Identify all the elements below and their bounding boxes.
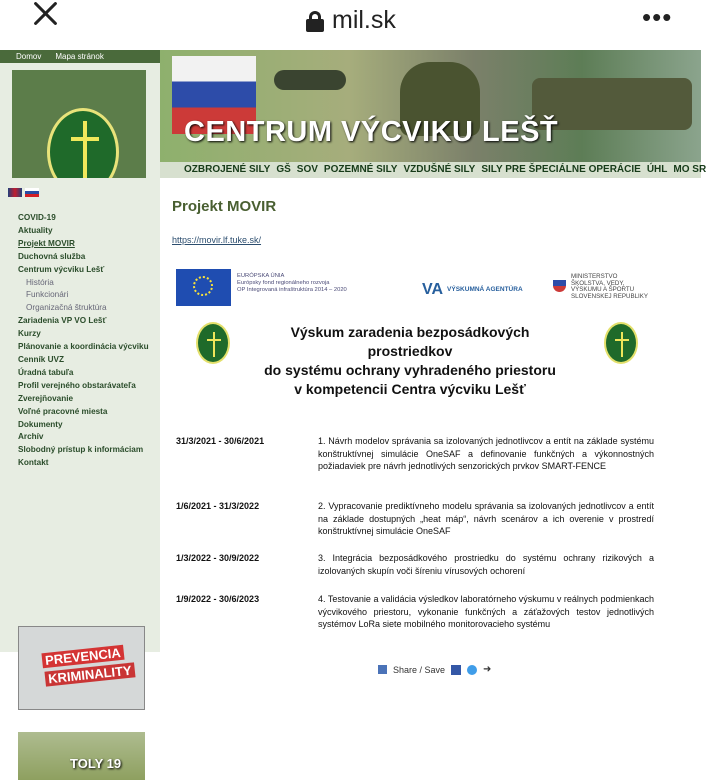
- schedule-text: 3. Integrácia bezposádkového prostriedku do systému ochrany rizikových a izolovaných skupín voči šíreniu vírusových ochorení: [318, 553, 654, 576]
- nav-gs[interactable]: GŠ: [276, 164, 291, 175]
- share-bar[interactable]: [378, 664, 491, 675]
- schedule-date: 1/6/2021 - 31/3/2022: [176, 501, 260, 511]
- funding-logos: [176, 269, 656, 313]
- lock-icon: [306, 11, 324, 31]
- home-link[interactable]: Domov: [16, 52, 42, 61]
- twitter-icon[interactable]: [467, 665, 477, 675]
- crime-prevention-banner[interactable]: [18, 626, 145, 710]
- toly-banner[interactable]: [18, 732, 145, 780]
- facebook-icon[interactable]: [451, 665, 461, 675]
- left-emblem-icon: [196, 322, 230, 364]
- share-label: Share / Save: [393, 664, 446, 675]
- page-title: Projekt MOVIR: [172, 198, 277, 215]
- english-flag-icon[interactable]: [8, 188, 22, 197]
- slovak-coat-of-arms-icon: [553, 274, 566, 292]
- promo-word-1: PREVENCIA: [41, 645, 124, 668]
- eu-flag-icon: [176, 269, 231, 306]
- sidebar-item-contact[interactable]: Kontakt: [18, 458, 49, 468]
- sidebar-item-official-board[interactable]: Úradná tabuľa: [18, 367, 74, 377]
- sidebar-item-publication[interactable]: Zverejňovanie: [18, 393, 74, 403]
- sidebar-menu: [18, 212, 149, 470]
- main-navigation: [160, 162, 706, 178]
- language-switcher: [8, 188, 39, 197]
- schedule-date: 1/9/2022 - 30/6/2023: [176, 594, 260, 604]
- sidebar-item-procurement[interactable]: Profil verejného obstarávateľa: [18, 380, 136, 390]
- sidebar-subitem-history[interactable]: História: [26, 277, 54, 287]
- more-icon[interactable]: •••: [642, 2, 673, 32]
- project-link[interactable]: https://movir.lf.tuke.sk/: [172, 235, 262, 245]
- schedule-text: 1. Návrh modelov správania sa izolovaných jednotlivcov a entít na základe systému konštruktívnej simulácie OneSAF a definovanie funkčných a výkonnostných požiadaviek pre návrh jednotlivých senzorických prvkov SMART-FENCE: [318, 436, 654, 472]
- sidebar-item-chaplaincy[interactable]: Duchovná služba: [18, 251, 86, 261]
- schedule-text: 4. Testovanie a validácia výsledkov laboratórneho výskumu v reálnych podmienkach výcvikového priestoru, vykonanie funkčných a záťažových testov jednotlivých systémov LoRa siete mobilného monitorovacieho systému: [318, 594, 654, 630]
- right-emblem-icon: [604, 322, 638, 364]
- schedule-text: 2. Vypracovanie prediktívneho modelu správania sa izolovaných jednotlivcov a entít na základe dostupných „heat máp“, návrh scenárov a ich overenie v prostredí konštruktívnej simulácie OneSAF: [318, 501, 654, 537]
- ministry-text: MINISTERSTVO ŠKOLSTVA, VEDY, VÝSKUMU A ŠPORTU SLOVENSKEJ REPUBLIKY: [571, 273, 649, 301]
- nav-air-forces[interactable]: VZDUŠNÉ SILY: [403, 164, 476, 175]
- sidebar-item-free-access[interactable]: Slobodný prístup k informáciam: [18, 445, 144, 455]
- sidebar: [0, 178, 160, 771]
- agency-mark: VA: [422, 281, 444, 298]
- sidebar-subitem-officials[interactable]: Funkcionári: [26, 290, 69, 300]
- browser-top-bar: [0, 0, 701, 50]
- helicopter-image: [274, 70, 346, 90]
- site-banner-title: CENTRUM VÝCVIKU LEŠŤ: [184, 116, 559, 148]
- sidebar-item-planning[interactable]: Plánovanie a koordinácia výcviku: [18, 342, 149, 352]
- slovak-flag-icon[interactable]: [25, 188, 39, 197]
- sidebar-item-movir[interactable]: Projekt MOVIR: [18, 238, 75, 248]
- sidebar-item-pricing[interactable]: Cenník UVZ: [18, 354, 64, 364]
- eu-text: EURÓPSKA ÚNIA Európsky fond regionálneho rozvoja OP Integrovaná infraštruktúra 2014 – 2020: [237, 273, 347, 293]
- sidebar-item-training-centre[interactable]: Centrum výcviku Lešť: [18, 264, 105, 274]
- url-text: mil.sk: [332, 6, 396, 34]
- header-banner: [160, 50, 701, 162]
- sidebar-item-archive[interactable]: Archív: [18, 432, 44, 442]
- sidebar-subitem-structure[interactable]: Organizačná štruktúra: [26, 303, 107, 313]
- top-links: [0, 50, 160, 63]
- nav-sov[interactable]: SOV: [296, 164, 318, 175]
- main-content: [170, 178, 690, 675]
- sitemap-link[interactable]: Mapa stránok: [55, 52, 104, 61]
- sidebar-item-covid[interactable]: COVID-19: [18, 213, 56, 222]
- nav-armed-forces[interactable]: OZBROJENÉ SILY: [184, 164, 271, 175]
- forward-icon[interactable]: ➜: [483, 664, 492, 675]
- sidebar-item-facilities[interactable]: Zariadenia VP VO Lešť: [18, 316, 107, 326]
- nav-special-forces[interactable]: SILY PRE ŠPECIÁLNE OPERÁCIE: [481, 164, 641, 175]
- sidebar-item-documents[interactable]: Dokumenty: [18, 419, 63, 429]
- close-icon[interactable]: [30, 2, 62, 26]
- schedule-date: 31/3/2021 - 30/6/2021: [176, 436, 265, 446]
- sidebar-item-vacancies[interactable]: Voľné pracovné miesta: [18, 406, 108, 416]
- nav-mo-sr[interactable]: MO SR: [673, 164, 706, 175]
- toly-label: TOLY 19: [70, 756, 122, 771]
- sidebar-item-courses[interactable]: Kurzy: [18, 329, 41, 339]
- research-title: Výskum zaradenia bezposádkových prostriedkov do systému ochrany vyhradeného priestoru v kompetencii Centra výcviku Lešť: [264, 324, 556, 397]
- sidebar-item-news[interactable]: Aktuality: [18, 225, 53, 235]
- agency-name: VÝSKUMNÁ AGENTÚRA: [447, 286, 523, 293]
- share-icon: [378, 665, 387, 674]
- nav-uhl[interactable]: ÚHL: [646, 164, 668, 175]
- url-display[interactable]: [306, 6, 396, 35]
- ministry-logo: [553, 274, 648, 301]
- schedule-date: 1/3/2022 - 30/9/2022: [176, 553, 260, 563]
- promo-word-2: KRIMINALITY: [44, 662, 135, 686]
- nav-land-forces[interactable]: POZEMNÉ SILY: [323, 164, 398, 175]
- website: [0, 50, 706, 771]
- research-agency-logo: [422, 281, 523, 299]
